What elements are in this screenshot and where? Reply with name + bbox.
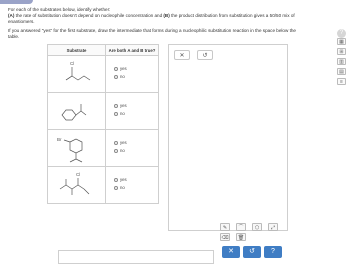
radio-icon[interactable] <box>114 112 118 116</box>
substrate-3-label: Br <box>57 137 62 142</box>
ring-icon[interactable]: ⬡ <box>252 223 262 231</box>
criterion-b-label: (B) <box>163 13 170 18</box>
trash-icon[interactable]: 🗑 <box>237 235 245 241</box>
top-accent-bar <box>0 0 33 4</box>
help-icon[interactable]: ? <box>337 29 346 38</box>
criterion-a-text: the rate of substitution doesn't depend on nucleophile concentration and <box>14 13 164 18</box>
right-tool-rail <box>337 38 346 85</box>
periodic-table-icon[interactable]: ⊞ <box>337 48 346 55</box>
answer-cell-1 <box>106 56 159 93</box>
instruction-line-3: If you answered "yes" for the first substrate, draw the intermediate that forms during a nucleophilic substitution reaction in the space below the table. <box>8 28 296 39</box>
radio-icon[interactable] <box>114 67 118 71</box>
calculator-icon[interactable]: ▦ <box>337 38 346 45</box>
criterion-a-label: (A) <box>8 13 15 18</box>
substrate-2-drawing <box>48 93 105 128</box>
criterion-b-text: the product distribution from substitution gives a 50/50 mix of enantiomers. <box>8 13 295 24</box>
radio-icon[interactable] <box>114 149 118 153</box>
option-label: yes <box>120 140 127 145</box>
drawing-canvas[interactable] <box>58 250 214 264</box>
radio-icon[interactable] <box>114 186 118 190</box>
answer-cell-4 <box>106 167 159 204</box>
row3-no-option[interactable] <box>114 148 125 153</box>
chart-icon[interactable]: ▥ <box>337 58 346 65</box>
header-substrate: Substrate <box>48 45 106 56</box>
substrate-3-drawing <box>48 130 105 165</box>
eraser-icon[interactable]: ⌫ <box>221 235 229 241</box>
substrate-4-drawing <box>48 167 105 202</box>
option-label: yes <box>120 177 127 182</box>
row2-yes-option[interactable] <box>114 103 127 108</box>
instruction-line-1: For each of the substrates below, identify whether: <box>8 7 111 12</box>
bond-icon[interactable]: ⌒ <box>236 223 246 231</box>
expand-icon[interactable]: ⤢ <box>268 223 278 231</box>
drawing-tools-row-1 <box>220 223 278 231</box>
substrate-table <box>47 44 159 204</box>
row2-no-option[interactable] <box>114 111 125 116</box>
answer-cell-3 <box>106 130 159 167</box>
option-label: no <box>120 185 125 190</box>
row4-yes-option[interactable] <box>114 177 127 182</box>
instruction-line-2 <box>8 13 308 25</box>
radio-icon[interactable] <box>114 104 118 108</box>
option-label: no <box>120 111 125 116</box>
close-icon[interactable]: ✕ <box>222 246 240 258</box>
undo-button[interactable]: ↺ <box>197 50 213 60</box>
radio-icon[interactable] <box>114 178 118 182</box>
grid-icon[interactable]: ▤ <box>337 68 346 75</box>
row4-no-option[interactable] <box>114 185 125 190</box>
option-label: yes <box>120 103 127 108</box>
header-both-true: Are both A and B true? <box>106 45 159 56</box>
option-label: no <box>120 148 125 153</box>
clear-button[interactable]: ✕ <box>174 50 190 60</box>
pencil-icon[interactable]: ✎ <box>220 223 230 231</box>
radio-icon[interactable] <box>114 141 118 145</box>
undo-icon[interactable]: ↺ <box>243 246 261 258</box>
option-label: no <box>120 74 125 79</box>
drawing-tools-row-2 <box>220 233 246 241</box>
substrate-4-structure <box>48 167 106 204</box>
answer-cell-2 <box>106 93 159 130</box>
substrate-3-structure <box>48 130 106 167</box>
question-instructions <box>8 7 308 40</box>
substrate-1-label: Cl <box>70 61 75 66</box>
row1-yes-option[interactable] <box>114 66 127 71</box>
option-label: yes <box>120 66 127 71</box>
substrate-4-label: Cl <box>76 172 81 177</box>
substrate-1-drawing <box>48 56 105 91</box>
substrate-2-structure <box>48 93 106 130</box>
row1-no-option[interactable] <box>114 74 125 79</box>
menu-icon[interactable]: ≡ <box>337 78 346 85</box>
row3-yes-option[interactable] <box>114 140 127 145</box>
radio-icon[interactable] <box>114 75 118 79</box>
substrate-1-structure <box>48 56 106 93</box>
help-circle-icon[interactable]: ? <box>264 246 282 258</box>
answer-side-panel <box>168 44 288 231</box>
